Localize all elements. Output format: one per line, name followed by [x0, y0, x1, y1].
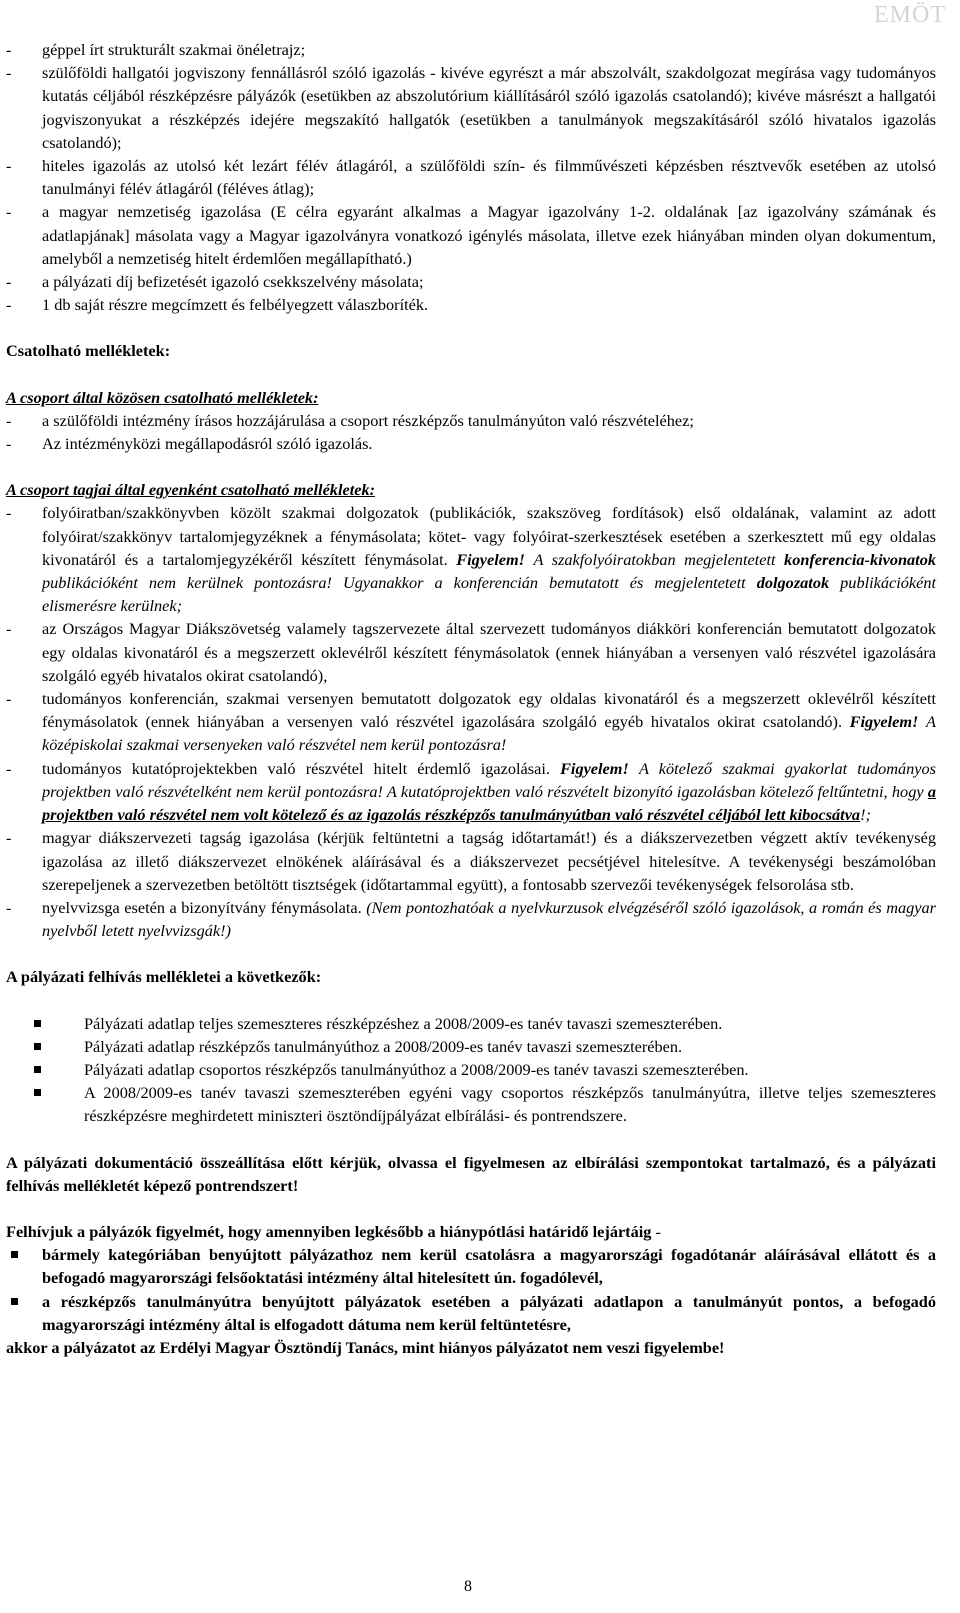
list-item: - az Országos Magyar Diákszövetség valamely tagszervezete által szervezett tudományos diákköri konferencián bemutatott dolgozatok egy oldalas kivonatáról és a megszerzett oklevélről készített fénymásolatok (ennek hiányában a versenyen való részvétel igazolására szolgáló egyéb hivatalos okirat csatolandó), [6, 619, 936, 685]
group-members-heading: A csoport tagjai által egyenként csatolható mellékletek: [6, 480, 376, 500]
list-item: - a szülőföldi intézmény írásos hozzájárulása a csoport részképzős tanulmányúton való részvételéhez; [6, 410, 694, 430]
list-item: Pályázati adatlap teljes szemeszteres részképzéshez a 2008/2009-es tanév tavaszi szemeszterében. [6, 1012, 936, 1035]
list-item: - géppel írt strukturált szakmai önéletrajz; [6, 40, 306, 59]
bullet-square-icon [34, 1043, 41, 1050]
required-documents-list [6, 38, 936, 316]
list-item: - nyelvvizsga esetén a bizonyítvány fénymásolata. (Nem pontozhatóak a nyelvkurzusok elvégzéséről szóló igazolások, a román és magyar nyelvből letett nyelvvizsgák!) [6, 897, 937, 941]
list-item: - tudományos konferencián, szakmai versenyen bemutatott dolgozatok egy oldalas kivonatáról és a megszerzett oklevélről készített fénymásolatok (ennek hiányában a versenyen való részvétel igazolására szolgáló egyéb hivatalos okirat csatolandó). Figyelem! A középiskolai szakmai versenyeken való részvétel nem kerül pontozásra! [6, 689, 936, 755]
header-watermark: EMÖT [874, 2, 946, 28]
document-page [6, 38, 936, 1359]
bullet-square-icon [34, 1089, 41, 1096]
list-item: - Az intézményközi megállapodásról szóló igazolás. [6, 434, 373, 454]
list-item: - hiteles igazolás az utolsó két lezárt félév átlagáról, a szülőföldi szín- és filmművészeti képzésben résztvevők esetében az utolsó tanulmányi félév átlagáról (féléves átlag); [6, 156, 936, 199]
list-item: Pályázati adatlap részképzős tanulmányúthoz a 2008/2009-es tanév tavaszi szemeszterében. [6, 1035, 936, 1058]
list-item: - szülőföldi hallgatói jogviszony fennállásról szóló igazolás - kivéve egyrészt a már abszolvált, szakdolgozat megírása vagy tudományos kutatás céljából részképzésre pályázók (esetükben az abszolutórium kiállításáról szóló igazolás csatolandó); kivéve másrészt a hallgatói jogviszonyukat a részképzés idejére megszakító hallgatók (esetükben a tanulmányok megszakításáról szóló hivatalos igazolás csatolandó); [6, 63, 936, 152]
page-number: 8 [464, 1578, 472, 1595]
call-attachments-list [6, 1012, 936, 1128]
bullet-square-icon [11, 1298, 18, 1305]
list-item: a részképzős tanulmányútra benyújtott pályázatok esetében a pályázati adatlapon a tanulmányút pontos, a befogadó magyarországi intézmény által is elfogadott dátuma nem kerül feltüntetésre, [6, 1290, 936, 1336]
list-item: - 1 db saját részre megcímzett és felbélyegzett válaszboríték. [6, 295, 429, 315]
bullet-square-icon [11, 1251, 18, 1258]
bullet-square-icon [34, 1066, 41, 1073]
attachments-heading: Csatolható mellékletek: [6, 341, 171, 361]
list-item: - a magyar nemzetiség igazolása (E célra egyaránt alkalmas a Magyar igazolvány 1-2. oldalának [az igazolvány számának és adatlapjának] másolata vagy a Magyar igazolványra vonatkozó igénylés másolata, illetve ezek hiányában minden olyan dokumentum, amelyből a nemzetiség hitelt érdemlően megállapítható.) [6, 202, 936, 268]
list-item: - a pályázati díj befizetését igazoló csekkszelvény másolata; [6, 272, 424, 292]
group-common-heading: A csoport által közösen csatolható mellékletek: [6, 387, 319, 407]
attention-closing: akkor a pályázatot az Erdélyi Magyar Ösztöndíj Tanács, mint hiányos pályázatot nem veszi figyelembe! [6, 1337, 725, 1357]
attention-intro: Felhívjuk a pályázók figyelmét, hogy amennyiben legkésőbb a hiánypótlási határidő lejártáig - [6, 1221, 661, 1241]
notice-paragraph: A pályázati dokumentáció összeállítása előtt kérjük, olvassa el figyelmesen az elbírálási szempontokat tartalmazó, és a pályázati felhívás mellékletét képező pontrendszert! [6, 1152, 936, 1195]
list-item: - folyóiratban/szakkönyvben közölt szakmai dolgozatok (publikációk, szakszöveg fordítások) első oldalának, valamint az adott folyóirat/szakkönyv tartalomjegyzéknek a fénymásolata; kötet- vagy folyóirat-szerkesztések esetében a szerkesztett mű egy oldalas kivonatáról és a tartalomjegyzékéről készített fénymásolat. Figyelem! A szakfolyóiratokban megjelentetett konferencia-kivonatok publikációként nem kerülnek pontozásra! Ugyanakkor a konferencián bemutatott és megjelentetett dolgozatok publikációként elismerésre kerülnek; [6, 503, 936, 616]
list-item: - magyar diákszervezeti tagság igazolása (kérjük feltüntetni a tagság időtartamát!) és a diákszervezetben végzett aktív tevékenység igazolása az illető diákszervezet elnökének aláírásával és a diákszervezet pecsétjével hitelesítve. A tevékenységi beszámolóban szerepeljenek a szervezetben betöltött tisztségek (időtartammal együtt), a fontosabb szervezői tevékenységek felsorolása stb. [6, 828, 936, 894]
list-item: Pályázati adatlap csoportos részképzős tanulmányúthoz a 2008/2009-es tanév tavaszi szemeszterében. [6, 1058, 936, 1081]
list-item: bármely kategóriában benyújtott pályázathoz nem kerül csatolásra a magyarországi fogadótanár aláírásával ellátott és a befogadó magyarországi felsőoktatási intézmény által hitelesített ún. fogadólevél, [6, 1243, 936, 1289]
bullet-square-icon [34, 1020, 41, 1027]
call-attachments-heading: A pályázati felhívás mellékletei a következők: [6, 967, 322, 987]
list-item: - tudományos kutatóprojektekben való részvétel hitelt érdemlő igazolásai. Figyelem! A kötelező szakmai gyakorlat tudományos projektben való részvételként nem kerül pontozásra! A kutatóprojektben való részvételt bizonyító igazolásban kötelező feltűntetni, hogy a projektben való részvétel nem volt kötelező és az igazolás részképzős tanulmányútban való részvétel céljából lett kibocsátva!; [6, 758, 936, 825]
list-item: A 2008/2009-es tanév tavaszi szemeszterében egyéni vagy csoportos részképzős tanulmányútra, illetve teljes szemeszteres részképzésre meghirdetett miniszteri ösztöndíjpályázat elbírálási- és pontrendszere. [6, 1081, 936, 1127]
